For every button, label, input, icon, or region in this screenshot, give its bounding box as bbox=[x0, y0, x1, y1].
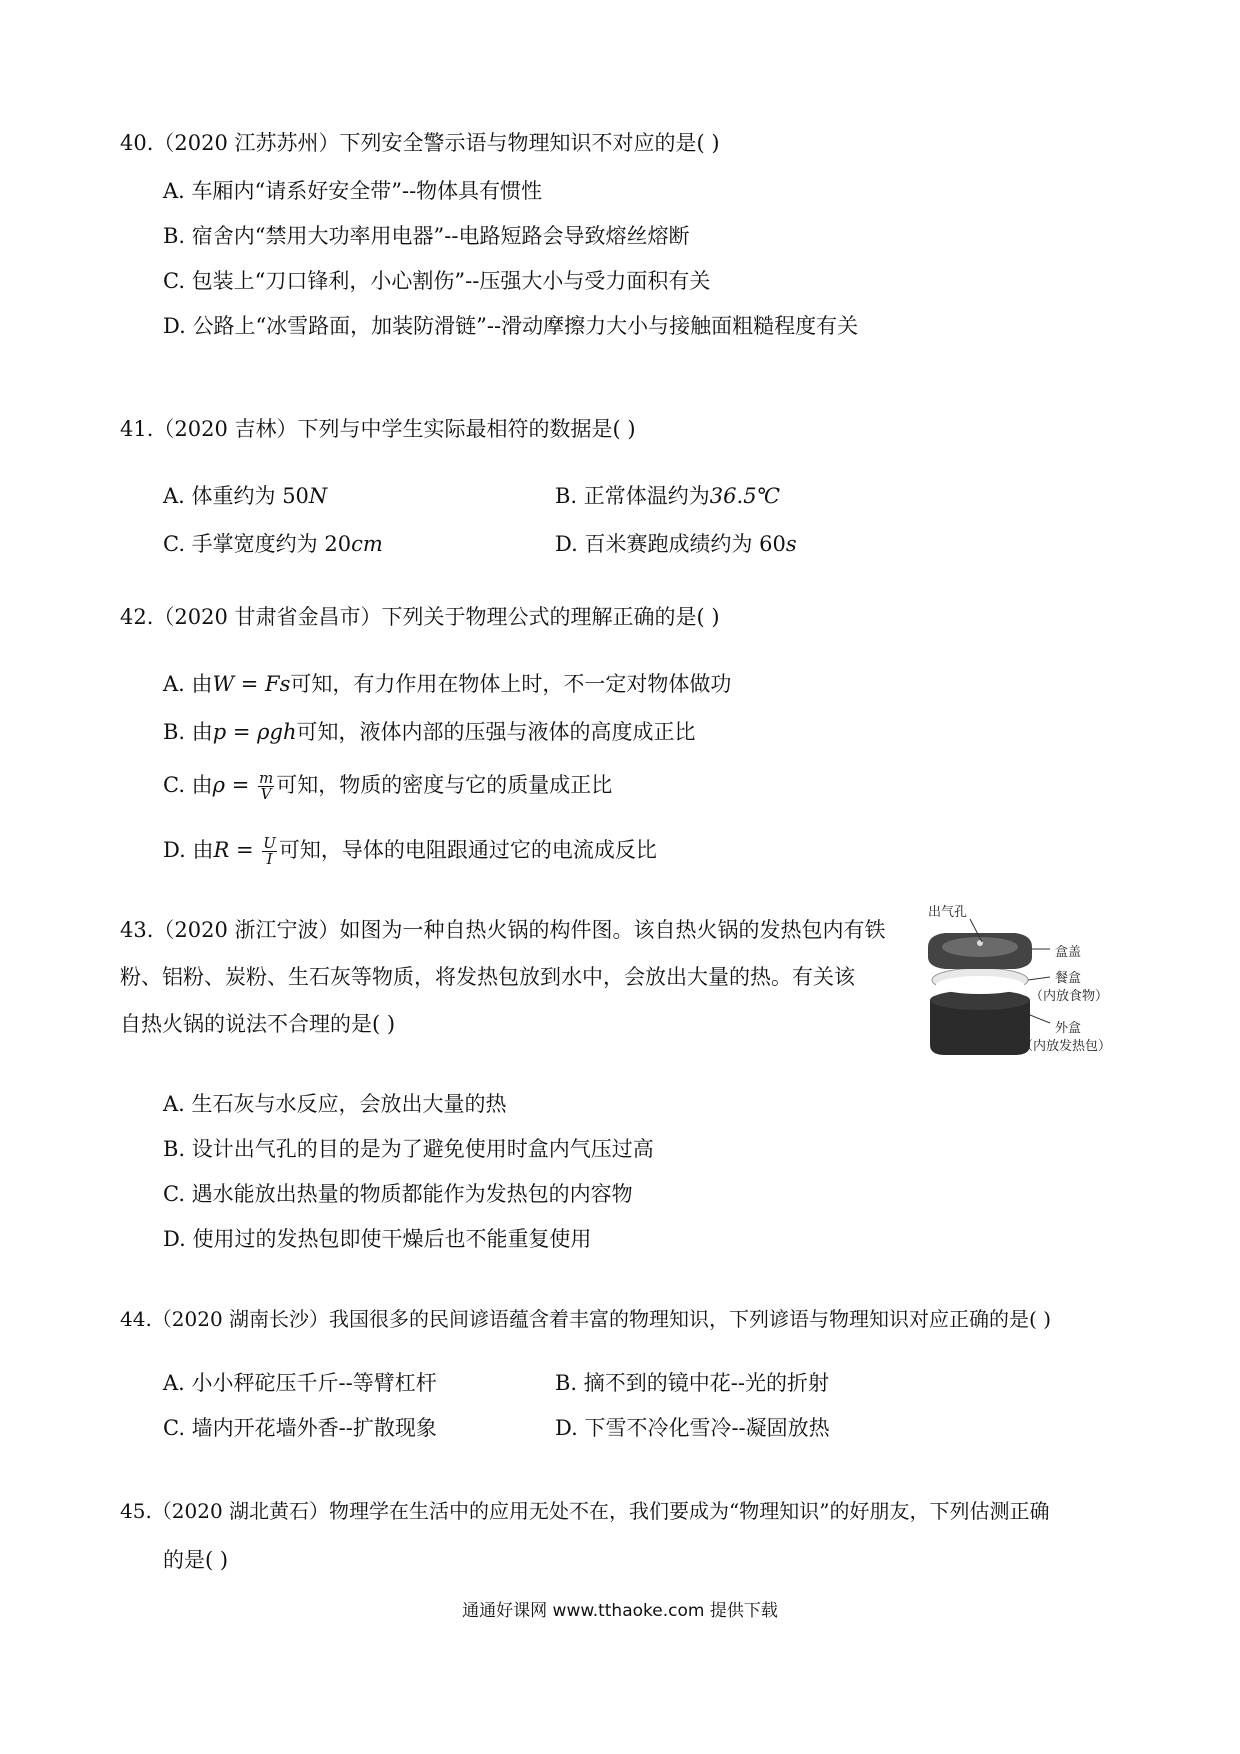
question-42-option-a bbox=[163, 669, 731, 699]
value: 36.5℃ bbox=[709, 484, 781, 508]
formula-lhs: ρ = bbox=[212, 773, 256, 797]
question-40-option-a: A. 车厢内“请系好安全带”--物体具有惯性 bbox=[163, 179, 543, 203]
question-40-option-c: C. 包装上“刀口锋利，小心割伤”--压强大小与受力面积有关 bbox=[163, 269, 711, 293]
option-text: C. 手掌宽度约为 20 bbox=[163, 532, 352, 556]
question-41-stem: 41.（2020 吉林）下列与中学生实际最相符的数据是( ) bbox=[120, 417, 636, 441]
meal-box-inner bbox=[936, 976, 1024, 994]
option-text: 可知，导体的电阻跟通过它的电流成反比 bbox=[278, 838, 657, 862]
question-44-option-a: A. 小小秤砣压千斤--等臂杠杆 bbox=[163, 1371, 437, 1395]
question-44-option-d: D. 下雪不冷化雪冷--凝固放热 bbox=[555, 1416, 830, 1440]
question-41-option-c bbox=[163, 529, 383, 559]
label-outer-box-note: （内放发热包） bbox=[1020, 1039, 1112, 1054]
fraction bbox=[262, 836, 277, 867]
option-text: 可知，物质的密度与它的质量成正比 bbox=[276, 773, 613, 797]
page-footer: 通通好课网 www.tthaoke.com 提供下载 bbox=[462, 1601, 778, 1621]
question-43-option-a: A. 生石灰与水反应，会放出大量的热 bbox=[163, 1092, 507, 1116]
self-heating-hotpot-figure bbox=[920, 905, 1120, 1065]
option-text: D. 百米赛跑成绩约为 60 bbox=[555, 532, 786, 556]
label-meal-box-note: （内放食物） bbox=[1030, 989, 1109, 1004]
option-prefix: A. 由 bbox=[163, 672, 213, 696]
question-40-option-b: B. 宿舍内“禁用大功率用电器”--电路短路会导致熔丝熔断 bbox=[163, 224, 690, 248]
option-prefix: D. 由 bbox=[163, 838, 214, 862]
label-lid: 盒盖 bbox=[1055, 945, 1082, 960]
question-41-option-b bbox=[555, 481, 780, 511]
question-45-stem-line-1: 45.（2020 湖北黄石）物理学在生活中的应用无处不在，我们要成为“物理知识”的好朋友，下列估测正确 bbox=[120, 1499, 1050, 1523]
question-43-option-b: B. 设计出气孔的目的是为了避免使用时盒内气压过高 bbox=[163, 1137, 654, 1161]
formula: W = Fs bbox=[212, 672, 291, 696]
question-44-stem: 44.（2020 湖南长沙）我国很多的民间谚语蕴含着丰富的物理知识，下列谚语与物理知识对应正确的是( ) bbox=[120, 1307, 1052, 1331]
unit: N bbox=[308, 484, 328, 508]
question-43-stem-line-3: 自热火锅的说法不合理的是( ) bbox=[120, 1012, 396, 1036]
option-text: 可知，液体内部的压强与液体的高度成正比 bbox=[296, 720, 696, 744]
unit: s bbox=[785, 532, 797, 556]
question-42-stem: 42.（2020 甘肃省金昌市）下列关于物理公式的理解正确的是( ) bbox=[120, 605, 720, 629]
label-outer-box: 外盒 bbox=[1055, 1021, 1082, 1036]
question-45-stem-line-2: 的是( ) bbox=[163, 1548, 229, 1572]
question-43-stem-line-1: 43.（2020 浙江宁波）如图为一种自热火锅的构件图。该自热火锅的发热包内有铁 bbox=[120, 918, 886, 942]
question-40-stem: 40.（2020 江苏苏州）下列安全警示语与物理知识不对应的是( ) bbox=[120, 131, 720, 155]
question-42-option-c bbox=[163, 770, 612, 802]
question-40-option-d: D. 公路上“冰雪路面，加装防滑链”--滑动摩擦力大小与接触面粗糙程度有关 bbox=[163, 314, 859, 338]
option-prefix: C. 由 bbox=[163, 773, 213, 797]
question-42-option-b bbox=[163, 717, 696, 747]
fraction-denominator: I bbox=[266, 850, 273, 868]
question-41-option-a bbox=[163, 481, 327, 511]
fraction-numerator: U bbox=[263, 834, 276, 852]
fraction-denominator: V bbox=[260, 785, 272, 803]
fraction-numerator: m bbox=[258, 769, 274, 787]
question-43-option-c: C. 遇水能放出热量的物质都能作为发热包的内容物 bbox=[163, 1182, 633, 1206]
question-43-stem-line-2: 粉、铝粉、炭粉、生石灰等物质，将发热包放到水中，会放出大量的热。有关该 bbox=[120, 965, 855, 989]
leader-outer-box bbox=[1030, 1015, 1050, 1023]
option-text: 可知，有力作用在物体上时，不一定对物体做功 bbox=[290, 672, 732, 696]
fraction bbox=[258, 771, 274, 802]
label-meal-box: 餐盒 bbox=[1055, 971, 1082, 986]
formula-lhs: R = bbox=[213, 838, 261, 862]
label-vent: 出气孔 bbox=[928, 905, 968, 920]
question-44-option-b: B. 摘不到的镜中花--光的折射 bbox=[555, 1371, 829, 1395]
leader-meal-box bbox=[1028, 977, 1050, 980]
formula: p = ρgh bbox=[212, 720, 297, 744]
question-42-option-d bbox=[163, 835, 657, 867]
vent-hole bbox=[977, 940, 983, 946]
question-44-option-c: C. 墙内开花墙外香--扩散现象 bbox=[163, 1416, 437, 1440]
unit: cm bbox=[351, 532, 383, 556]
option-text: A. 体重约为 50 bbox=[163, 484, 309, 508]
option-prefix: B. 由 bbox=[163, 720, 213, 744]
question-41-option-d bbox=[555, 529, 797, 559]
option-text: B. 正常体温约为 bbox=[555, 484, 710, 508]
question-43-option-d: D. 使用过的发热包即使干燥后也不能重复使用 bbox=[163, 1227, 592, 1251]
